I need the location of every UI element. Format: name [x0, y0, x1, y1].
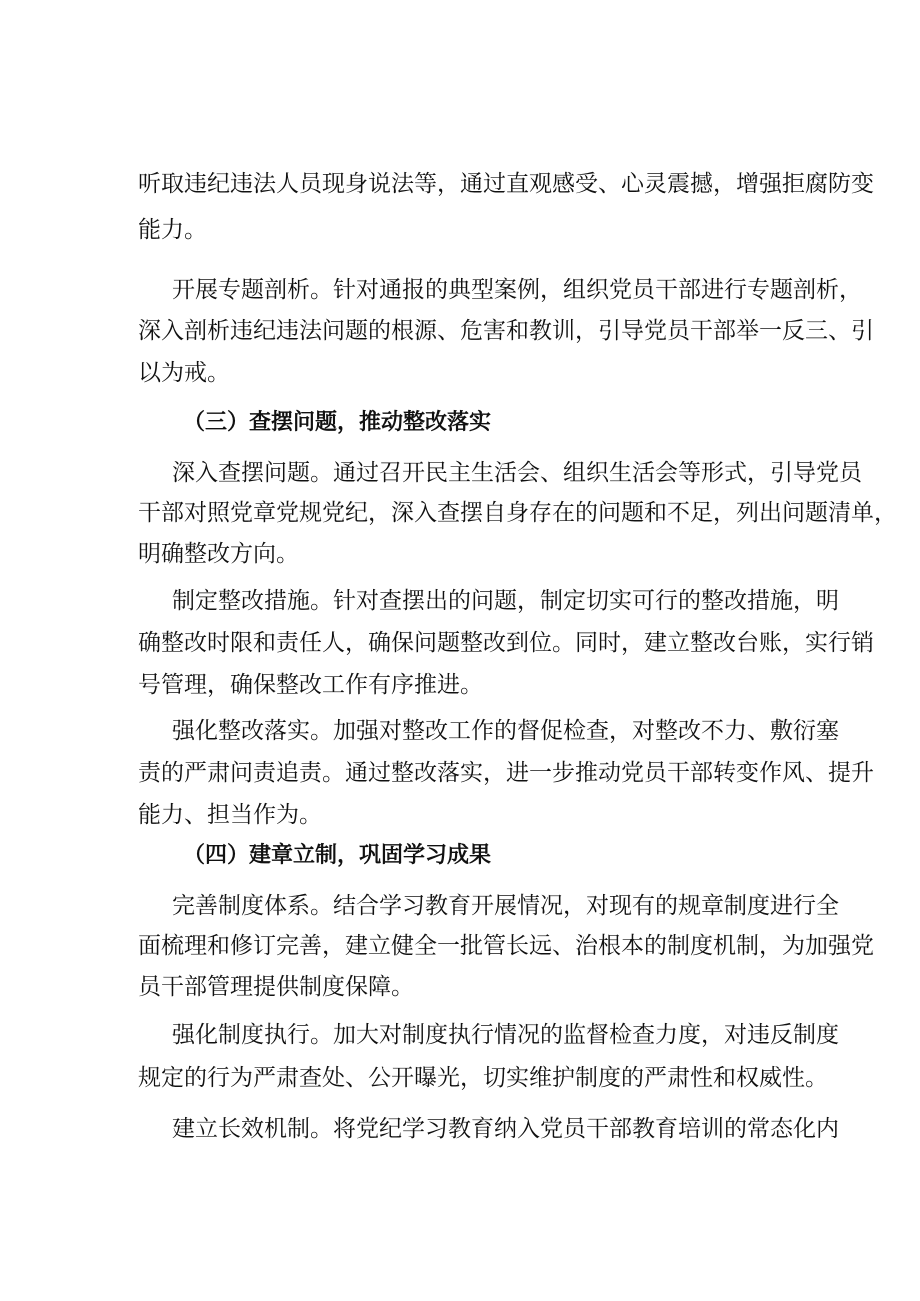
paragraph-line: 能力、担当作为。 — [138, 802, 322, 828]
paragraph-line: 强化制度执行。加大对制度执行情况的监督检查力度，对违反制度 — [172, 1022, 839, 1048]
paragraph-line: 号管理，确保整改工作有序推进。 — [138, 672, 483, 698]
paragraph-line: 建立长效机制。将党纪学习教育纳入党员干部教育培训的常态化内 — [172, 1116, 839, 1142]
paragraph-line: 确整改时限和责任人，确保问题整改到位。同时，建立整改台账，实行销 — [138, 630, 874, 656]
paragraph-line: 深入查摆问题。通过召开民主生活会、组织生活会等形式，引导党员 — [172, 460, 862, 486]
paragraph-line: 深入剖析违纪违法问题的根源、危害和教训，引导党员干部举一反三、引 — [138, 318, 874, 344]
paragraph-line: 以为戒。 — [138, 360, 230, 386]
paragraph-line: 明确整改方向。 — [138, 541, 299, 567]
paragraph-line: 能力。 — [138, 217, 207, 243]
paragraph-line: 面梳理和修订完善，建立健全一批管长远、治根本的制度机制，为加强党 — [138, 933, 874, 959]
paragraph-line: 规定的行为严肃查处、公开曝光，切实维护制度的严肃性和权威性。 — [138, 1065, 828, 1091]
paragraph-line: 制定整改措施。针对查摆出的问题，制定切实可行的整改措施，明 — [172, 588, 839, 614]
paragraph-line: 责的严肃问责追责。通过整改落实，进一步推动党员干部转变作风、提升 — [138, 760, 874, 786]
paragraph-line: 员干部管理提供制度保障。 — [138, 974, 414, 1000]
paragraph-line: 完善制度体系。结合学习教育开展情况，对现有的规章制度进行全 — [172, 893, 839, 919]
section-heading: （四）建章立制，巩固学习成果 — [183, 843, 492, 868]
paragraph-line: 强化整改落实。加强对整改工作的督促检查，对整改不力、敷衍塞 — [172, 718, 839, 744]
paragraph-line: 开展专题剖析。针对通报的典型案例，组织党员干部进行专题剖析， — [172, 277, 862, 303]
paragraph-line: 干部对照党章党规党纪，深入查摆自身存在的问题和不足，列出问题清单， — [138, 500, 897, 526]
section-heading: （三）查摆问题，推动整改落实 — [183, 410, 492, 435]
paragraph-line: 听取违纪违法人员现身说法等，通过直观感受、心灵震撼，增强拒腐防变 — [138, 171, 874, 197]
